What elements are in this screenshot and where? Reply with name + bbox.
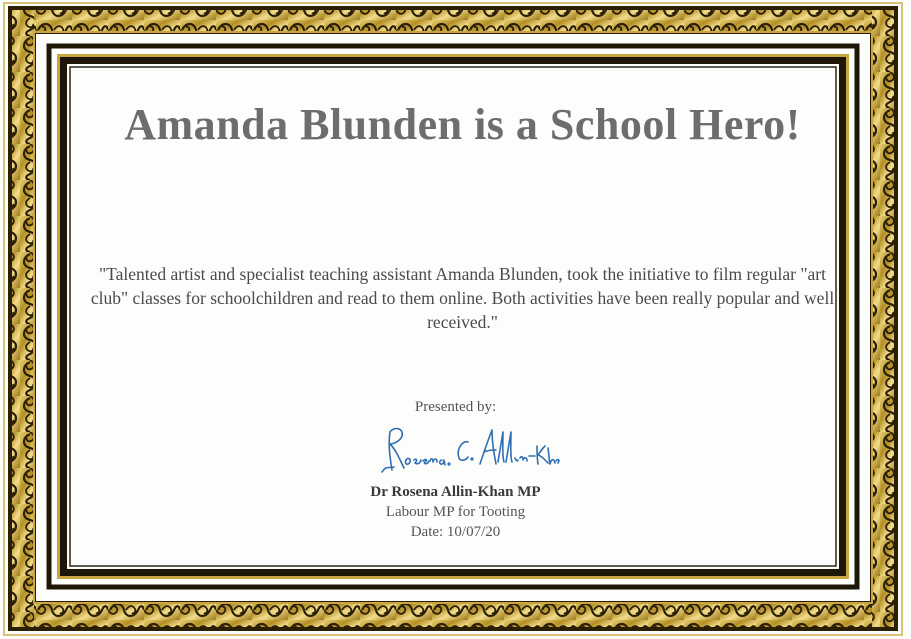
signer-role: Labour MP for Tooting: [385, 504, 526, 520]
certificate-title: Amanda Blunden is a School Hero!: [124, 100, 801, 149]
citation-quote: "Talented artist and specialist teaching assistant Amanda Blunden, took the initiative to film regular "art club" classes for schoolchildren and read to them online. Both activities have been really popular and well received.": [90, 264, 835, 332]
handwritten-signature: [370, 420, 560, 484]
signer-name: Dr Rosena Allin-Khan MP: [370, 484, 541, 500]
presented-by-label: Presented by:: [414, 399, 497, 415]
award-date: Date: 10/07/20: [410, 524, 501, 540]
